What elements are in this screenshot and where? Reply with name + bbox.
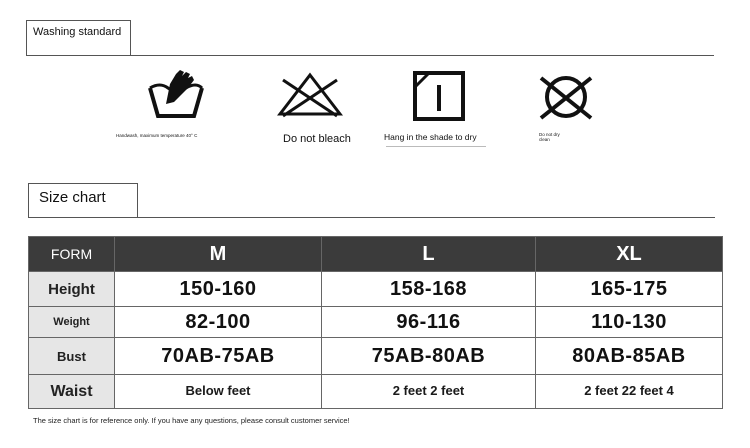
hand-wash-label: Handwash, maximum temperature 40° C [116,133,198,138]
table-row-height [29,272,723,307]
cell-waist-m: Below feet [115,375,322,409]
hand-wash-icon [146,66,206,122]
section-divider [26,55,714,56]
size-chart-footnote: The size chart is for reference only. If you have any questions, please consult customer service! [33,416,350,425]
cell-bust-m: 70AB-75AB [115,338,322,375]
do-not-bleach-label: Do not bleach [283,133,351,145]
cell-weight-m: 82-100 [115,307,322,338]
table-row-waist [29,375,723,409]
cell-height-xl: 165-175 [536,272,723,307]
cell-bust-xl: 80AB-85AB [536,338,723,375]
section-bracket [26,20,27,56]
section-bracket [28,183,29,217]
do-not-dry-clean-label: Do not dry clean [539,132,560,142]
form-header: FORM [29,237,115,272]
size-header-m: M [115,237,322,272]
size-chart-title: Size chart [39,189,106,206]
size-header-xl: XL [536,237,723,272]
washing-standard-title: Washing standard [33,26,122,38]
cell-weight-xl: 110-130 [536,307,723,338]
label-underline [386,146,486,147]
table-row-weight [29,307,723,338]
size-table [28,236,723,409]
section-bracket [26,20,130,21]
section-bracket [137,183,138,217]
row-label-height: Height [29,272,115,307]
do-not-dry-clean-icon [537,72,595,122]
size-header-l: L [322,237,536,272]
hang-dry-shade-icon [413,71,465,121]
cell-waist-l: 2 feet 2 feet [322,375,536,409]
table-row-bust [29,338,723,375]
section-bracket [130,20,131,56]
section-divider [28,217,715,218]
row-label-bust: Bust [29,338,115,375]
cell-height-l: 158-168 [322,272,536,307]
row-label-weight: Weight [29,307,115,338]
cell-bust-l: 75AB-80AB [322,338,536,375]
row-label-waist: Waist [29,375,115,409]
cell-weight-l: 96-116 [322,307,536,338]
hang-dry-shade-label: Hang in the shade to dry [384,132,477,142]
cell-height-m: 150-160 [115,272,322,307]
section-bracket [28,183,137,184]
table-header-row [29,237,723,272]
cell-waist-xl: 2 feet 22 feet 4 [536,375,723,409]
do-not-bleach-icon [277,72,343,118]
